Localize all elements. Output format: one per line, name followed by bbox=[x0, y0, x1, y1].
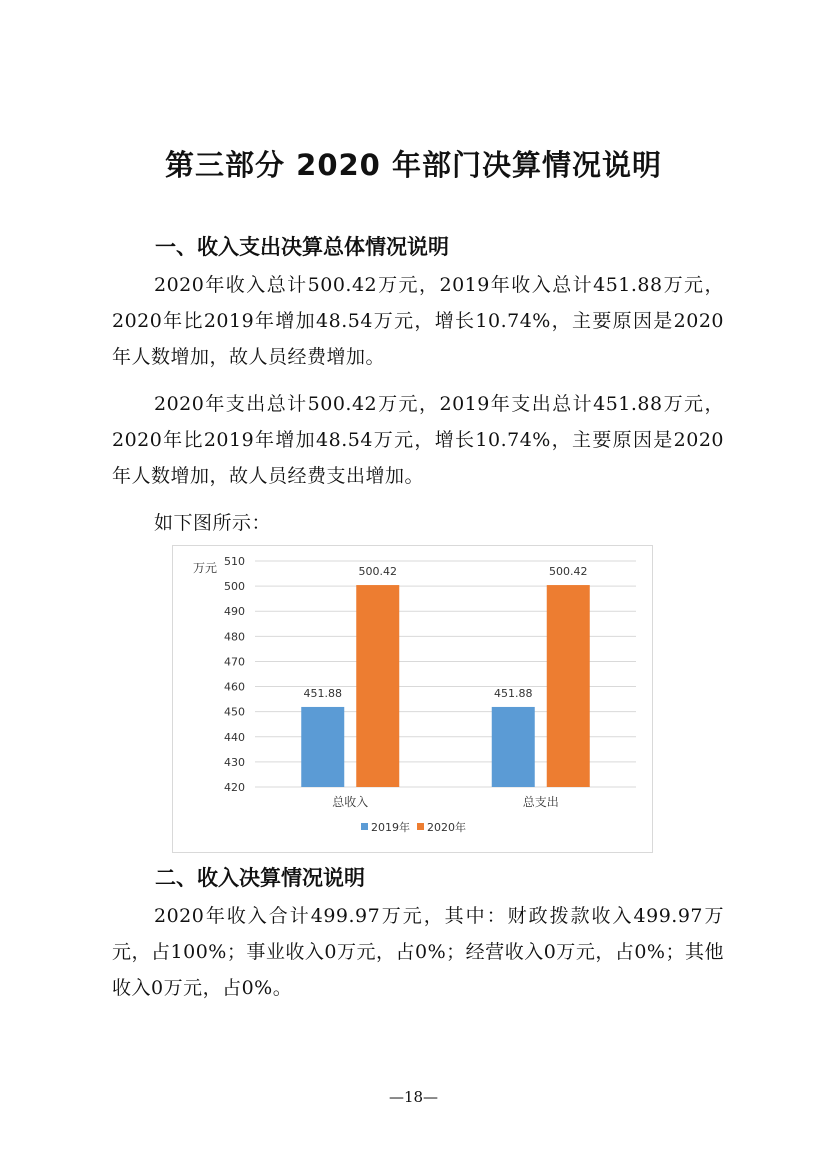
y-tick-label: 440 bbox=[224, 730, 245, 744]
y-tick-label: 430 bbox=[224, 755, 245, 769]
section-heading-income: 二、收入决算情况说明 bbox=[155, 866, 365, 890]
page-title: 第三部分 2020 年部门决算情况说明 bbox=[165, 148, 662, 182]
y-tick-label: 490 bbox=[224, 605, 245, 619]
bar bbox=[492, 707, 535, 787]
bar bbox=[301, 707, 344, 787]
bar bbox=[356, 585, 399, 787]
y-tick-label: 420 bbox=[224, 781, 245, 794]
paragraph-income-summary: 2020年收入总计500.42万元，2019年收入总计451.88万元，2020年比2019年增加48.54万元，增长10.74%，主要原因是2020年人数增加，故人员经费增加。 bbox=[112, 274, 724, 368]
bar-chart bbox=[172, 545, 653, 853]
y-tick-label: 460 bbox=[224, 680, 245, 694]
data-label: 500.42 bbox=[358, 565, 397, 579]
x-category-label: 总收入 bbox=[332, 795, 369, 809]
chart-canvas bbox=[173, 546, 652, 852]
data-label: 451.88 bbox=[494, 686, 533, 700]
data-label: 451.88 bbox=[303, 686, 342, 700]
paragraph-chart-intro: 如下图所示： bbox=[154, 512, 272, 534]
legend-swatch bbox=[361, 823, 368, 830]
y-tick-label: 510 bbox=[224, 555, 245, 568]
section-heading-income-expense: 一、收入支出决算总体情况说明 bbox=[155, 235, 449, 259]
paragraph-income-detail: 2020年收入合计499.97万元，其中：财政拨款收入499.97万元，占100%；事业收入0万元，占0%；经营收入0万元，占0%；其他收入0万元，占0%。 bbox=[112, 905, 724, 999]
legend-label: 2019年 bbox=[371, 821, 410, 834]
data-label: 500.42 bbox=[549, 565, 588, 579]
x-category-label: 总支出 bbox=[522, 795, 559, 809]
y-tick-label: 480 bbox=[224, 630, 245, 644]
y-tick-label: 450 bbox=[224, 705, 245, 719]
paragraph-expense-summary: 2020年支出总计500.42万元，2019年支出总计451.88万元，2020年比2019年增加48.54万元，增长10.74%，主要原因是2020年人数增加，故人员经费支出增加。 bbox=[112, 393, 724, 487]
legend-swatch bbox=[417, 823, 424, 830]
y-axis-unit-label: 万元 bbox=[193, 561, 218, 575]
y-tick-label: 470 bbox=[224, 655, 245, 669]
page-number: —18— bbox=[388, 1088, 439, 1106]
legend-label: 2020年 bbox=[427, 821, 466, 834]
y-tick-label: 500 bbox=[224, 580, 245, 594]
bar bbox=[547, 585, 590, 787]
